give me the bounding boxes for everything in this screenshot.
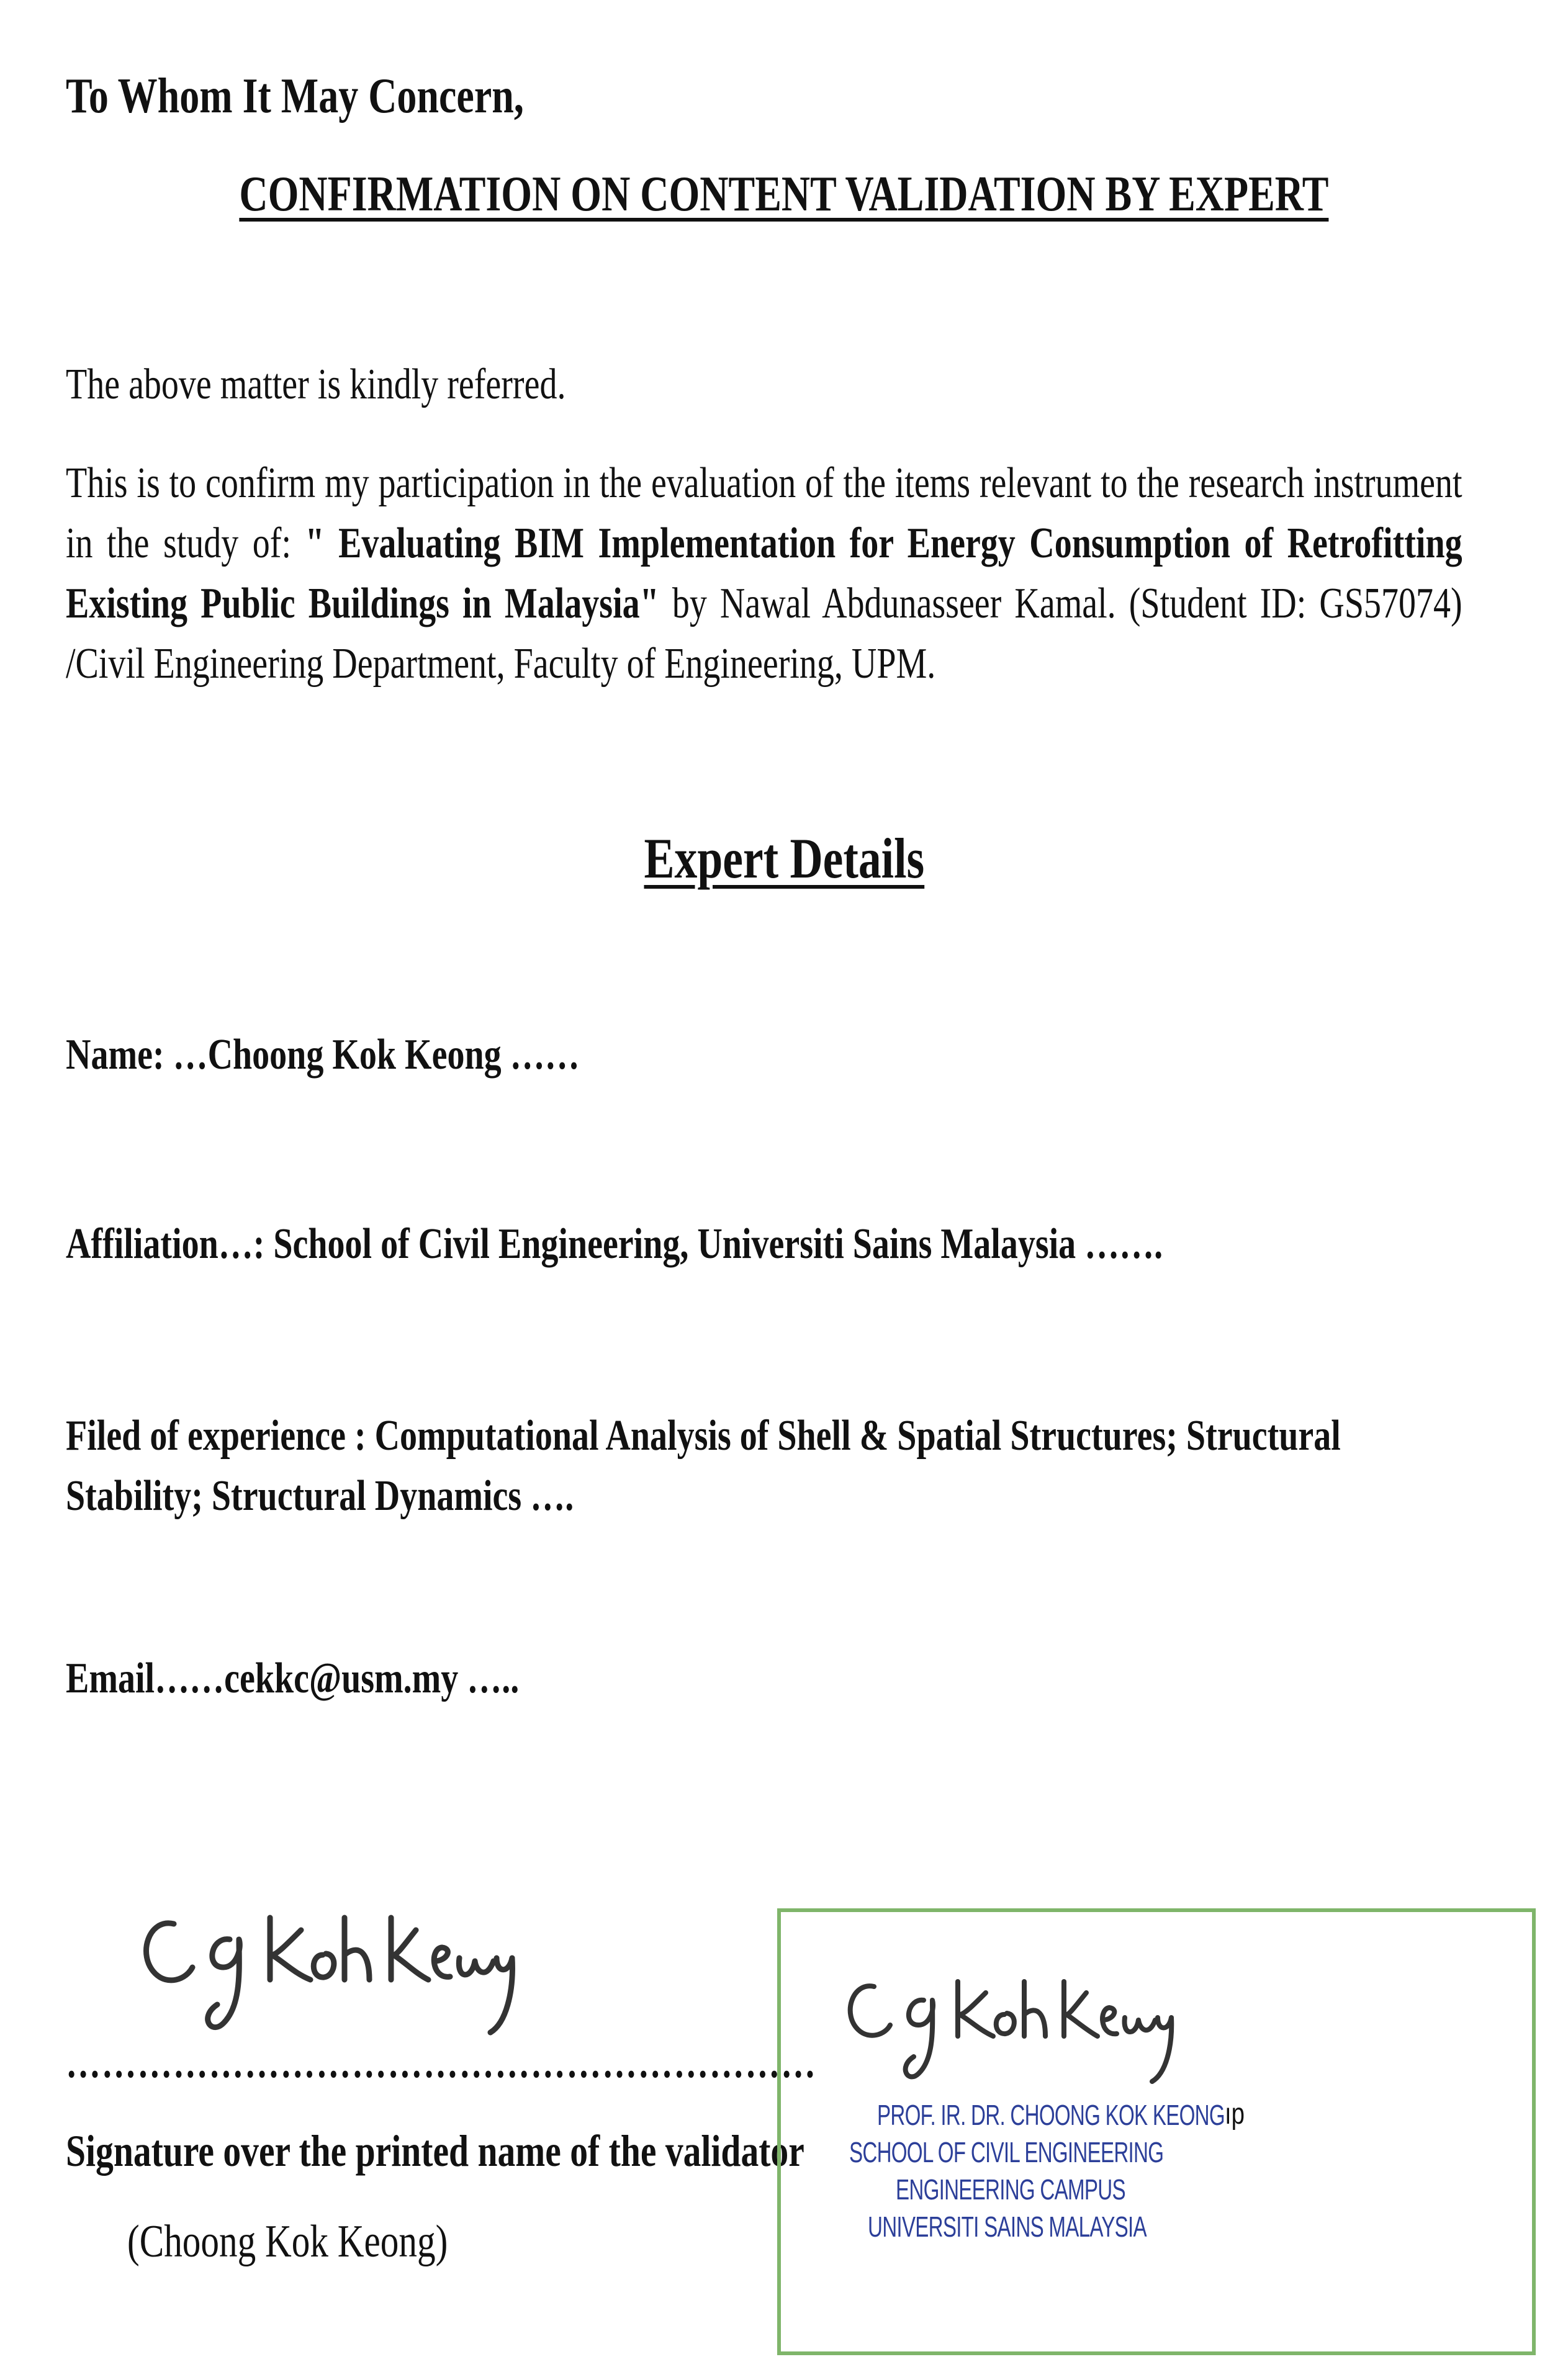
field-experience-text: Filed of experience : Computational Analysis of Shell & Spatial Structures; Structural Stability; Structural Dynamics …. (66, 1412, 1341, 1520)
signature-dotted-line: ……………………………………………………… (66, 2039, 817, 2087)
stamp-line-university: UNIVERSITI SAINS MALAYSIA (868, 2211, 1147, 2243)
confirmation-paragraph (66, 453, 1462, 694)
paragraph-tail: by Nawal Abdunasseer Kamal. (Student ID: GS57074) /Civil Engineering Department, Faculty of Engineering, UPM. (66, 580, 1462, 688)
study-title: " Evaluating BIM Implementation for Energy Consumption of Retrofitting Existing Public Buildings in Malaysia" (66, 519, 1462, 627)
field-experience (66, 1406, 1481, 1526)
handwritten-signature (124, 1880, 521, 2042)
official-stamp-box (777, 1908, 1536, 2355)
document-title: CONFIRMATION ON CONTENT VALIDATION BY EXPERT (239, 167, 1329, 222)
stamp-signature (831, 1949, 1178, 2092)
validator-printed-name: (Choong Kok Keong) (127, 2216, 448, 2267)
salutation: To Whom It May Concern, (66, 69, 524, 123)
expert-heading-row (0, 825, 1568, 891)
expert-details-heading: Expert Details (644, 827, 924, 890)
field-name: Name: …Choong Kok Keong …… (66, 1031, 580, 1079)
field-email: Email……cekkc@usm.my ….. (66, 1655, 520, 1702)
intro-paragraph: The above matter is kindly referred. (66, 361, 566, 408)
signature-caption: Signature over the printed name of the validator (66, 2126, 804, 2176)
document-title-row (0, 166, 1568, 223)
stamp-line-name: PROF. IR. DR. CHOONG KOK KEONG (877, 2099, 1225, 2131)
stamp-line-campus: ENGINEERING CAMPUS (896, 2173, 1125, 2206)
paragraph-lead: This is to confirm my participation in the evaluation of the items relevant to the research instrument in the study of: (66, 459, 1462, 567)
field-affiliation: Affiliation…: School of Civil Engineering, Universiti Sains Malaysia ……. (66, 1220, 1163, 1268)
stamp-text-fragment: ıp (1225, 2098, 1245, 2131)
stamp-line-school: SCHOOL OF CIVIL ENGINEERING (849, 2136, 1164, 2168)
